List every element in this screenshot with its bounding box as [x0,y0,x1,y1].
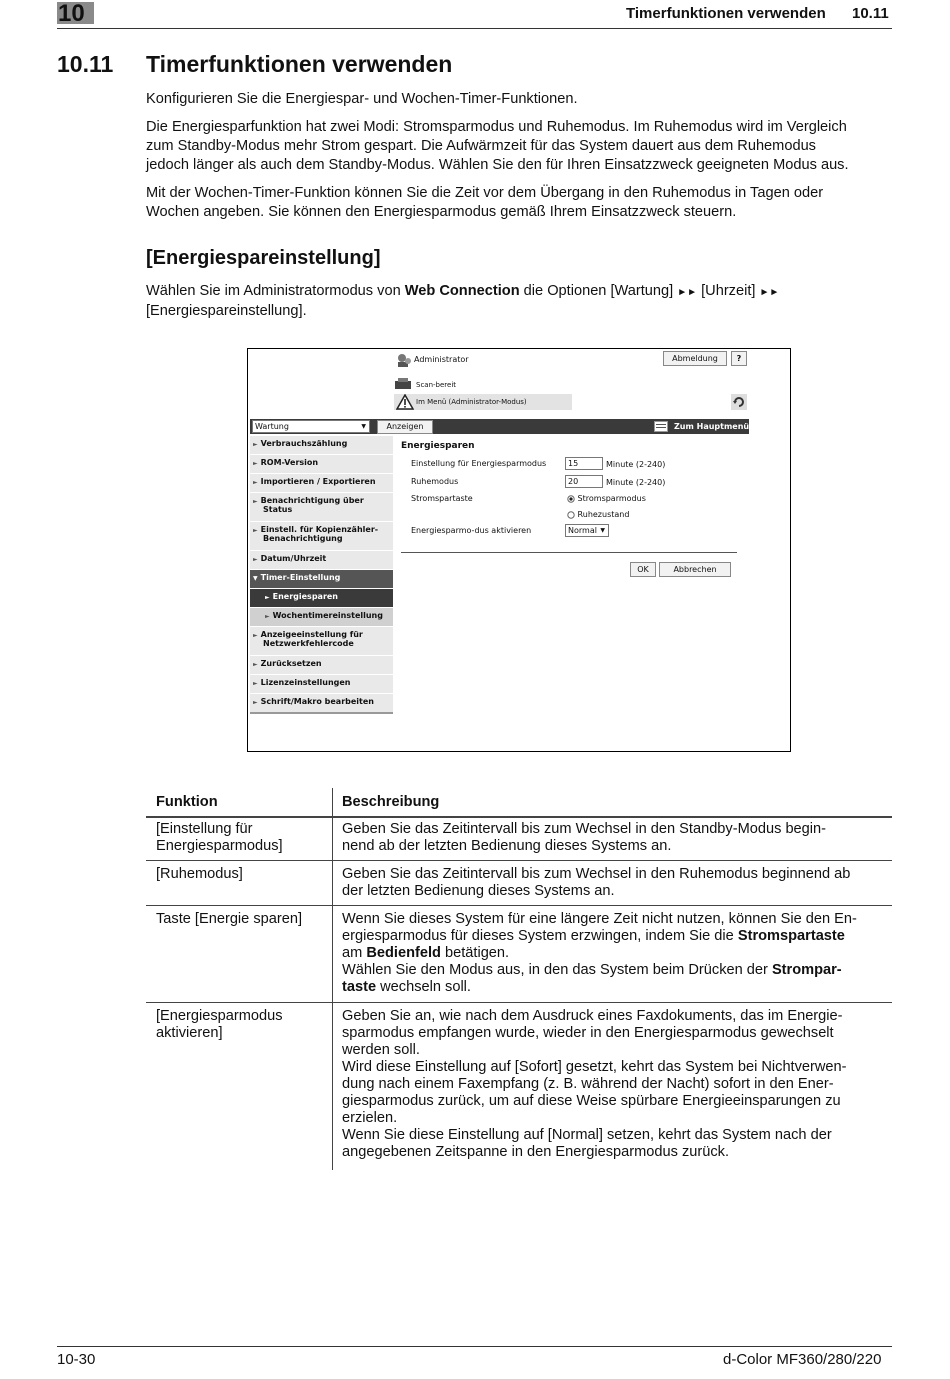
web-connection-screenshot [247,348,791,752]
table-row-function: Taste [Energie sparen] [156,911,303,927]
radio-sleep[interactable]: Ruhezustand [567,510,629,519]
standby-label: Einstellung für Energiesparmodus [411,459,547,468]
paragraph-week-timer: Mit der Wochen-Timer-Funktion können Sie die Zeit vor dem Übergang in den Ruhemodus in Tagen oder Wochen angeben. Sie können den Energiesparmodus gemäß Ihrem Einsatzzweck steuern. [146,185,824,220]
admin-icon [396,353,412,369]
table-header-description: Beschreibung [342,794,440,810]
refresh-icon[interactable] [731,394,747,412]
panel-title: Energiesparen [401,441,475,451]
row-rule [146,1002,892,1003]
status-menu: Im Menü (Administrator-Modus) [416,398,527,406]
menu-item-network-error-display[interactable]: ► Anzeigeeinstellung für Netzwerkfehlercode [250,627,393,656]
table-row-description: Geben Sie das Zeitintervall bis zum Wechsel in den Ruhemodus beginnend ab der letzten Bedienung dieses Systems an. [342,866,851,899]
sleep-unit: Minute (2-240) [606,478,666,487]
menu-item-rom-version[interactable]: ► ROM-Version [250,455,393,474]
table-row-description: Wenn Sie dieses System für eine längere Zeit nicht nutzen, können Sie den En- ergiesparmodus für dieses System erzwingen, indem Sie die Stromspartaste am Bedienfeld betätigen. Wählen Sie den Modus aus, in den das System beim Drücken der Strompar- taste wechseln soll. [342,911,857,995]
help-button[interactable]: ? [731,351,747,366]
activate-select[interactable]: Normal ▼ [565,524,609,537]
product-name: d-Color MF360/280/220 [723,1351,882,1368]
header-rule [146,816,892,818]
show-button[interactable]: Anzeigen [377,420,433,434]
arrow-icon: ►► [677,287,698,298]
main-menu-icon [654,421,668,434]
running-section-number: 10.11 [852,5,889,22]
paragraph-modes: Die Energiesparfunktion hat zwei Modi: Stromsparmodus und Ruhemodus. Im Ruhemodus wird im Vergleich zum Standby-Modus mehr Strom gespart. Die Aufwärmzeit für das System dauert aus dem Ruhemodus jedoch länger als auch dem Standby-Modus. Wählen Sie den für Ihren Einsatzzweck geeigneten Modus aus. [146,119,849,173]
sleep-minutes-input[interactable]: 20 [565,475,603,488]
section-number: 10.11 [57,51,114,77]
navigation-instruction: Wählen Sie im Administratormodus von Web Connection die Optionen [Wartung] ►► [Uhrzeit] ►► [Energiespareinstellung]. [146,283,780,319]
table-row-function: [Einstellung für Energiesparmodus] [156,821,283,854]
subsection-title: [Energiespareinstellung] [146,247,381,269]
menu-item-license[interactable]: ► Lizenzeinstellungen [250,675,393,694]
ok-button[interactable]: OK [630,562,656,577]
main-menu-button[interactable]: Zum Hauptmenü [674,422,750,431]
panel-divider [401,552,737,553]
menu-item-power-save[interactable]: ► Energiesparen [250,589,393,608]
menu-item-reset[interactable]: ► Zurücksetzen [250,656,393,675]
page-number: 10-30 [57,1351,96,1368]
activate-label: Energiesparmo-dus aktivieren [411,526,532,535]
row-rule [146,905,892,906]
menu-item-weekly-timer[interactable]: ► Wochentimereinstellung [250,608,393,627]
menu-item-date-time[interactable]: ► Datum/Uhrzeit [250,551,393,570]
standby-minutes-input[interactable]: 15 [565,457,603,470]
menu-item-import-export[interactable]: ► Importieren / Exportieren [250,474,393,493]
sleep-label: Ruhemodus [411,477,459,486]
table-row-function: [Ruhemodus] [156,866,243,882]
warning-icon [396,394,414,412]
menu-item-timer-settings[interactable]: ▼ Timer-Einstellung [250,570,393,589]
header-rule [57,28,892,29]
cancel-button[interactable]: Abbrechen [659,562,731,577]
table-column-divider [332,788,333,1170]
table-row-description: Geben Sie das Zeitintervall bis zum Wechsel in den Standby-Modus begin- nend ab der letzten Bedienung dieses Systems an. [342,821,827,854]
table-header-function: Funktion [156,794,218,810]
radio-powersave[interactable]: Stromsparmodus [567,494,646,503]
footer-rule [57,1346,892,1347]
chevron-down-icon: ▼ [600,527,605,534]
chevron-down-icon: ▼ [361,423,366,430]
category-dropdown[interactable]: Wartung ▼ [252,420,370,433]
status-scan: Scan-bereit [416,381,457,389]
menu-item-font-macro[interactable]: ► Schrift/Makro bearbeiten [250,694,393,714]
standby-unit: Minute (2-240) [606,460,666,469]
logout-button[interactable]: Abmeldung [663,351,727,366]
menu-item-consumption[interactable]: ► Verbrauchszählung [250,436,393,455]
menu-item-status-notification[interactable]: ► Benachrichtigung über Status [250,493,393,522]
arrow-icon: ►► [759,287,780,298]
menu-item-counter-notification[interactable]: ► Einstell. für Kopienzähler- Benachrichtigung [250,522,393,551]
chapter-number: 10 [58,0,85,27]
intro-paragraph: Konfigurieren Sie die Energiespar- und Wochen-Timer-Funktionen. [146,91,578,107]
section-title: Timerfunktionen verwenden [146,51,453,77]
running-title: Timerfunktionen verwenden [626,5,826,22]
printer-icon [394,377,412,393]
admin-label: Administrator [414,355,469,364]
powersave-key-label: Stromspartaste [411,494,473,503]
row-rule [146,860,892,861]
table-row-description: Geben Sie an, wie nach dem Ausdruck eines Faxdokuments, das im Energie- sparmodus empfangen wurde, wieder in den Energiesparmodus gewechselt werden soll. Wird diese Einstellung auf [Sofort] gesetzt, kehrt das System bei Nichtverwen- dung nach einem Faxempfang (z. B. während der Nacht) sofort in den Ener- giesparmodus zurück, um auf diese Weise spürbare Energieeinsparungen zu erzielen. Wenn Sie diese Einstellung auf [Normal] setzen, kehrt das System nach der angegebenen Zeitspanne in den Energiesparmodus zurück. [342,1008,847,1160]
table-row-function: [Energiesparmodus aktivieren] [156,1008,283,1041]
